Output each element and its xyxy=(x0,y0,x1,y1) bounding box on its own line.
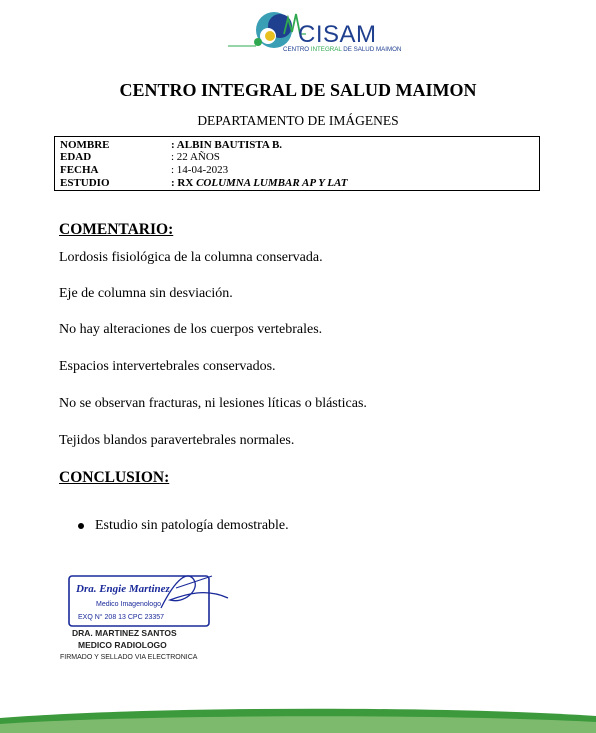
footer-wave-band xyxy=(0,700,596,733)
logo-tagline: CENTRO INTEGRAL DE SALUD MAIMON xyxy=(283,46,402,53)
finding-item: Lordosis fisiológica de la columna conservada. xyxy=(59,250,323,265)
doctor-name: DRA. MARTINEZ SANTOS xyxy=(72,628,177,638)
age-label: EDAD xyxy=(60,151,92,163)
page-title: CENTRO INTEGRAL DE SALUD MAIMON xyxy=(119,80,477,100)
finding-item: Eje de columna sin desviación. xyxy=(59,286,233,301)
stamp-role: Medico Imagenologo xyxy=(96,601,161,608)
signature-stamp xyxy=(66,568,236,630)
name-value: : ALBIN BAUTISTA B. xyxy=(171,139,283,151)
conclusion-heading: CONCLUSION: xyxy=(59,469,170,486)
finding-item: No se observan fracturas, ni lesiones líticas o blásticas. xyxy=(59,396,367,411)
signature-note: FIRMADO Y SELLADO VIA ELECTRONICA xyxy=(60,654,198,661)
conclusion-text: Estudio sin patología demostrable. xyxy=(95,518,289,533)
date-label: FECHA xyxy=(60,164,99,176)
finding-item: Espacios intervertebrales conservados. xyxy=(59,359,276,374)
age-value: : 22 AÑOS xyxy=(171,151,220,163)
study-label: ESTUDIO xyxy=(60,177,110,189)
bullet-icon xyxy=(78,523,84,529)
logo-name: CISAM xyxy=(298,21,377,48)
finding-item: Tejidos blandos paravertebrales normales. xyxy=(59,433,295,448)
handwritten-signature-icon xyxy=(161,576,228,608)
stamp-exequatur: EXQ N° 208 13 CPC 23357 xyxy=(78,614,165,621)
stamp-name: Dra. Engie Martinez xyxy=(76,583,170,595)
comment-heading: COMENTARIO: xyxy=(59,221,174,238)
department-name: DEPARTAMENTO DE IMÁGENES xyxy=(197,113,399,128)
doctor-role: MEDICO RADIOLOGO xyxy=(78,640,167,650)
finding-item: No hay alteraciones de los cuerpos vertebrales. xyxy=(59,322,323,337)
date-value: : 14-04-2023 xyxy=(171,164,229,176)
study-value: : RX COLUMNA LUMBAR AP Y LAT xyxy=(171,177,348,189)
patient-info-box xyxy=(54,136,540,191)
name-label: NOMBRE xyxy=(60,139,110,151)
